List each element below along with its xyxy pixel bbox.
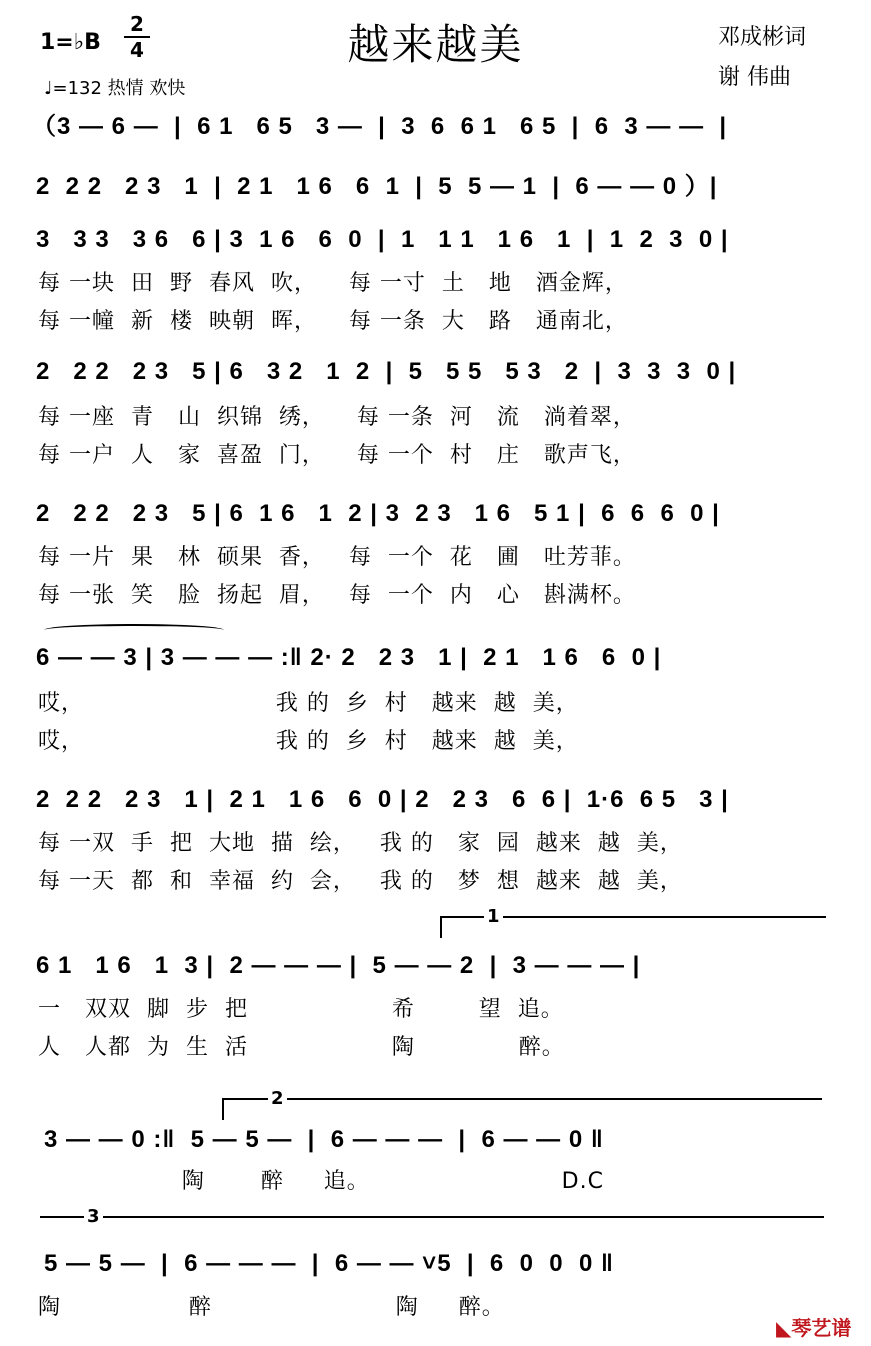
- time-top: 2: [130, 12, 144, 36]
- tie-arc: [44, 624, 224, 636]
- lyric-row-5-verse-1: 每 一片 果 林 硕果 香， 每 一个 花 圃 吐芳菲。: [38, 545, 636, 570]
- lyric-row-6-verse-1: 哎， 我 的 乡 村 越来 越 美，: [38, 691, 579, 716]
- score-row-9: 3 — — 0 :‖ 5 — 5 — | 6 — — — | 6 — — 0 ‖: [44, 1126, 604, 1153]
- score-row-5: 2 2 2 2 3 5 | 6 1 6 1 2 | 3 2 3 1 6 5 1 | 6 6 6 0 |: [36, 500, 720, 527]
- lyric-row-3-verse-2: 每 一幢 新 楼 映朝 晖， 每 一条 大 路 通南北，: [38, 309, 628, 334]
- song-title: 越来越美: [347, 20, 524, 69]
- third-ending-label: 3: [84, 1206, 103, 1227]
- lyric-row-6-verse-2: 哎， 我 的 乡 村 越来 越 美，: [38, 729, 579, 754]
- score-row-8: 6 1 1 6 1 3 | 2 — — — | 5 — — 2 | 3 — — — |: [36, 952, 641, 979]
- second-ending-bracket: [222, 1098, 822, 1120]
- site-logo: [776, 1312, 851, 1341]
- lyric-row-4-verse-2: 每 一户 人 家 喜盈 门， 每 一个 村 庄 歌声飞，: [38, 443, 636, 468]
- score-row-6: 6 — — 3 | 3 — — — :‖ 2· 2 2 3 1 | 2 1 1 6 6 0 |: [36, 644, 662, 671]
- score-row-10: 5 — 5 — | 6 — — — | 6 — — ˅5 | 6 0 0 0 ‖: [44, 1250, 614, 1277]
- lyric-row-8-verse-2: 人 人都 为 生 活 陶 醉。: [38, 1035, 565, 1060]
- first-ending-label: 1: [484, 906, 503, 927]
- second-ending-label: 2: [268, 1088, 287, 1109]
- tempo-marking: ♩=132 热情 欢快: [44, 78, 186, 99]
- score-row-4: 2 2 2 2 3 5 | 6 3 2 1 2 | 5 5 5 5 3 2 | 3 3 3 0 |: [36, 358, 737, 385]
- third-ending-bracket: [40, 1216, 824, 1238]
- lyric-row-10: 陶 醉 陶 醉。: [38, 1295, 505, 1320]
- lyric-row-4-verse-1: 每 一座 青 山 织锦 绣， 每 一条 河 流 淌着翠，: [38, 405, 636, 430]
- lyricist-credit: 邓成彬词: [718, 25, 807, 50]
- logo-icon: ◣: [776, 1316, 792, 1340]
- time-signature: [124, 12, 150, 62]
- score-row-2: 2 2 2 2 3 1 | 2 1 1 6 6 1 | 5 5 — 1 | 6 — — 0 ）|: [36, 173, 718, 200]
- lyric-row-5-verse-2: 每 一张 笑 脸 扬起 眉， 每 一个 内 心 斟满杯。: [38, 583, 636, 608]
- lyric-row-8-verse-1: 一 双双 脚 步 把 希 望 追。: [38, 997, 564, 1022]
- time-bottom: 4: [124, 36, 150, 62]
- lyric-row-9: 陶 醉 追。 D.C: [38, 1169, 604, 1194]
- logo-text: 琴艺谱: [791, 1316, 852, 1340]
- lyric-row-7-verse-2: 每 一天 都 和 幸福 约 会， 我 的 梦 想 越来 越 美，: [38, 869, 683, 894]
- composer-credit: 谢 伟曲: [718, 65, 791, 90]
- lyric-row-7-verse-1: 每 一双 手 把 大地 描 绘， 我 的 家 园 越来 越 美，: [38, 831, 683, 856]
- score-row-7: 2 2 2 2 3 1 | 2 1 1 6 6 0 | 2 2 3 6 6 | 1·6 6 5 3 |: [36, 786, 729, 813]
- score-row-1: （3 — 6 — | 6 1 6 5 3 — | 3 6 6 1 6 5 | 6 3 — — |: [32, 113, 728, 140]
- score-row-3: 3 3 3 3 6 6 | 3 1 6 6 0 | 1 1 1 1 6 1 | 1 2 3 0 |: [36, 226, 729, 253]
- lyric-row-3-verse-1: 每 一块 田 野 春风 吹， 每 一寸 土 地 酒金辉，: [38, 271, 628, 296]
- key-signature: 1=♭B: [40, 30, 101, 55]
